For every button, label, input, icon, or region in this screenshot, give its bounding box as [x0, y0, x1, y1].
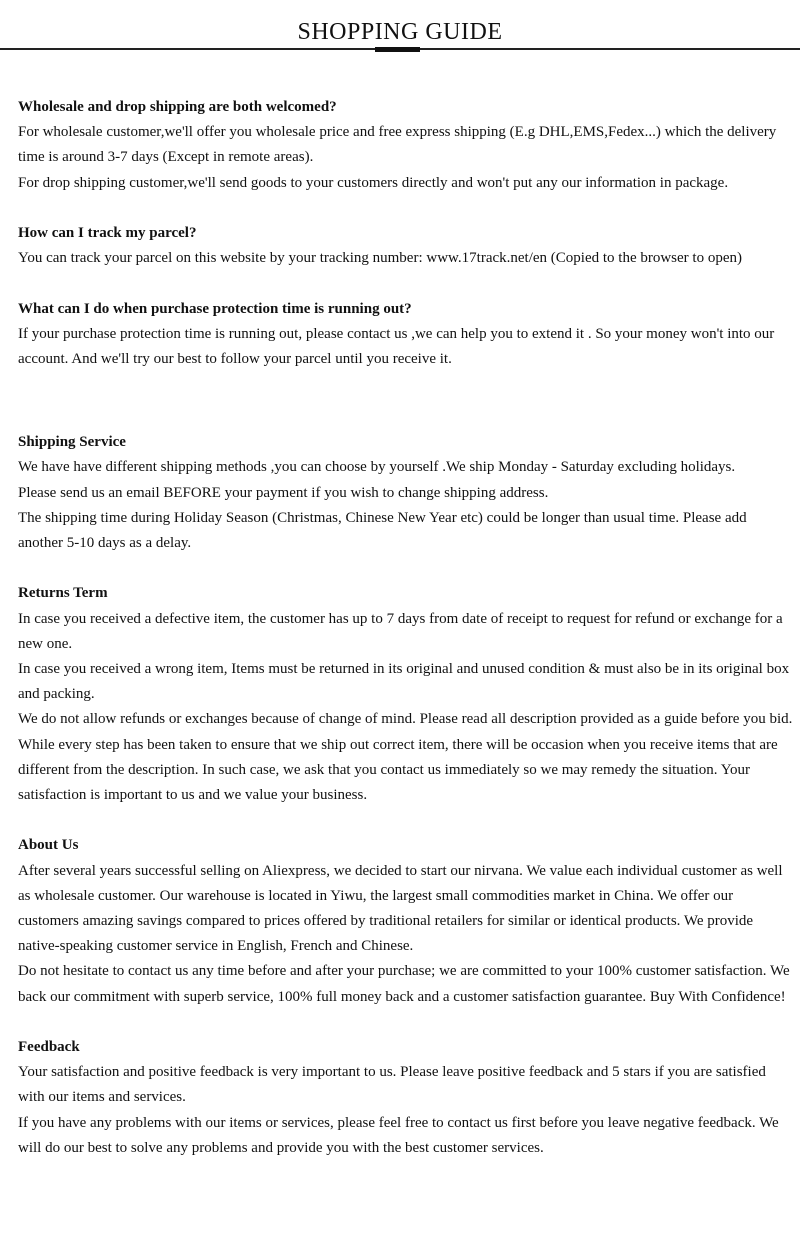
page-header	[0, 0, 800, 60]
section-paragraph: Please send us an email BEFORE your payment if you wish to change shipping address.	[18, 484, 549, 501]
page-title: SHOPPING GUIDE	[297, 19, 503, 45]
header-accent-bar	[375, 47, 420, 52]
section-tracking	[18, 221, 793, 271]
section-paragraph: We have have different shipping methods ,you can choose by yourself .We ship Monday - Saturday excluding holidays.	[18, 459, 736, 476]
section-paragraph: For drop shipping customer,we'll send goods to your customers directly and won't put any our information in package.	[18, 174, 729, 191]
section-shipping-service	[18, 430, 793, 556]
section-paragraph: For wholesale customer,we'll offer you wholesale price and free express shipping (E.g DHL,EMS,Fedex...) which the delivery time is around 3-7 days (Except in remote areas).	[18, 124, 777, 166]
section-paragraph: If your purchase protection time is running out, please contact us ,we can help you to extend it . So your money won't into our account. And we'll try our best to follow your parcel until you receive it.	[18, 325, 775, 367]
section-heading: Wholesale and drop shipping are both welcomed?	[18, 99, 337, 115]
guide-content	[18, 95, 793, 1186]
section-paragraph: The shipping time during Holiday Season (Christmas, Chinese New Year etc) could be longer than usual time. Please add another 5-10 days as a delay.	[18, 509, 747, 552]
section-returns-term	[18, 581, 793, 808]
section-paragraph: In case you received a defective item, the customer has up to 7 days from date of receipt to request for refund or exchange for a new one.	[18, 610, 783, 652]
section-paragraph: If you have any problems with our items or services, please feel free to contact us first before you leave negative feedback. We will do our best to solve any problems and provide you with the best customer services.	[18, 1114, 779, 1156]
section-paragraph: While every step has been taken to ensure that we ship out correct item, there will be occasion when you receive items that are different from the description. In such case, we ask that you contact us immediately so we may remedy the situation. Your satisfaction is important to us and we value your business.	[18, 736, 778, 804]
section-feedback	[18, 1035, 793, 1161]
section-heading: Shipping Service	[18, 434, 126, 451]
section-paragraph: We do not allow refunds or exchanges because of change of mind. Please read all description provided as a guide before you bid.	[18, 711, 793, 728]
section-paragraph: Your satisfaction and positive feedback is very important to us. Please leave positive feedback and 5 stars if you are satisfied with our items and services.	[18, 1064, 766, 1106]
section-paragraph: After several years successful selling on Aliexpress, we decided to start our nirvana. We value each individual customer as well as wholesale customer. Our warehouse is located in Yiwu, the largest small commodities market in China. We offer our customers amazing savings compared to prices offered by traditional retailers for similar or identical products. We provide native-speaking customer service in English, French and Chinese.	[18, 862, 783, 955]
section-wholesale	[18, 95, 793, 196]
section-heading: About Us	[18, 837, 79, 854]
section-heading: How can I track my parcel?	[18, 225, 197, 241]
section-paragraph: Do not hesitate to contact us any time before and after your purchase; we are committed to your 100% customer satisfaction. We back our commitment with superb service, 100% full money back and a customer satisfaction guarantee. Buy With Confidence!	[18, 963, 790, 1005]
section-paragraph: You can track your parcel on this website by your tracking number: www.17track.net/en (Copied to the browser to open)	[18, 250, 742, 267]
section-paragraph: In case you received a wrong item, Items must be returned in its original and unused condition & must also be in its original box and packing.	[18, 661, 790, 703]
section-purchase-protection	[18, 297, 793, 373]
section-heading: Feedback	[18, 1039, 80, 1056]
section-about-us	[18, 833, 793, 1009]
section-heading: Returns Term	[18, 585, 108, 602]
section-heading: What can I do when purchase protection time is running out?	[18, 300, 412, 317]
